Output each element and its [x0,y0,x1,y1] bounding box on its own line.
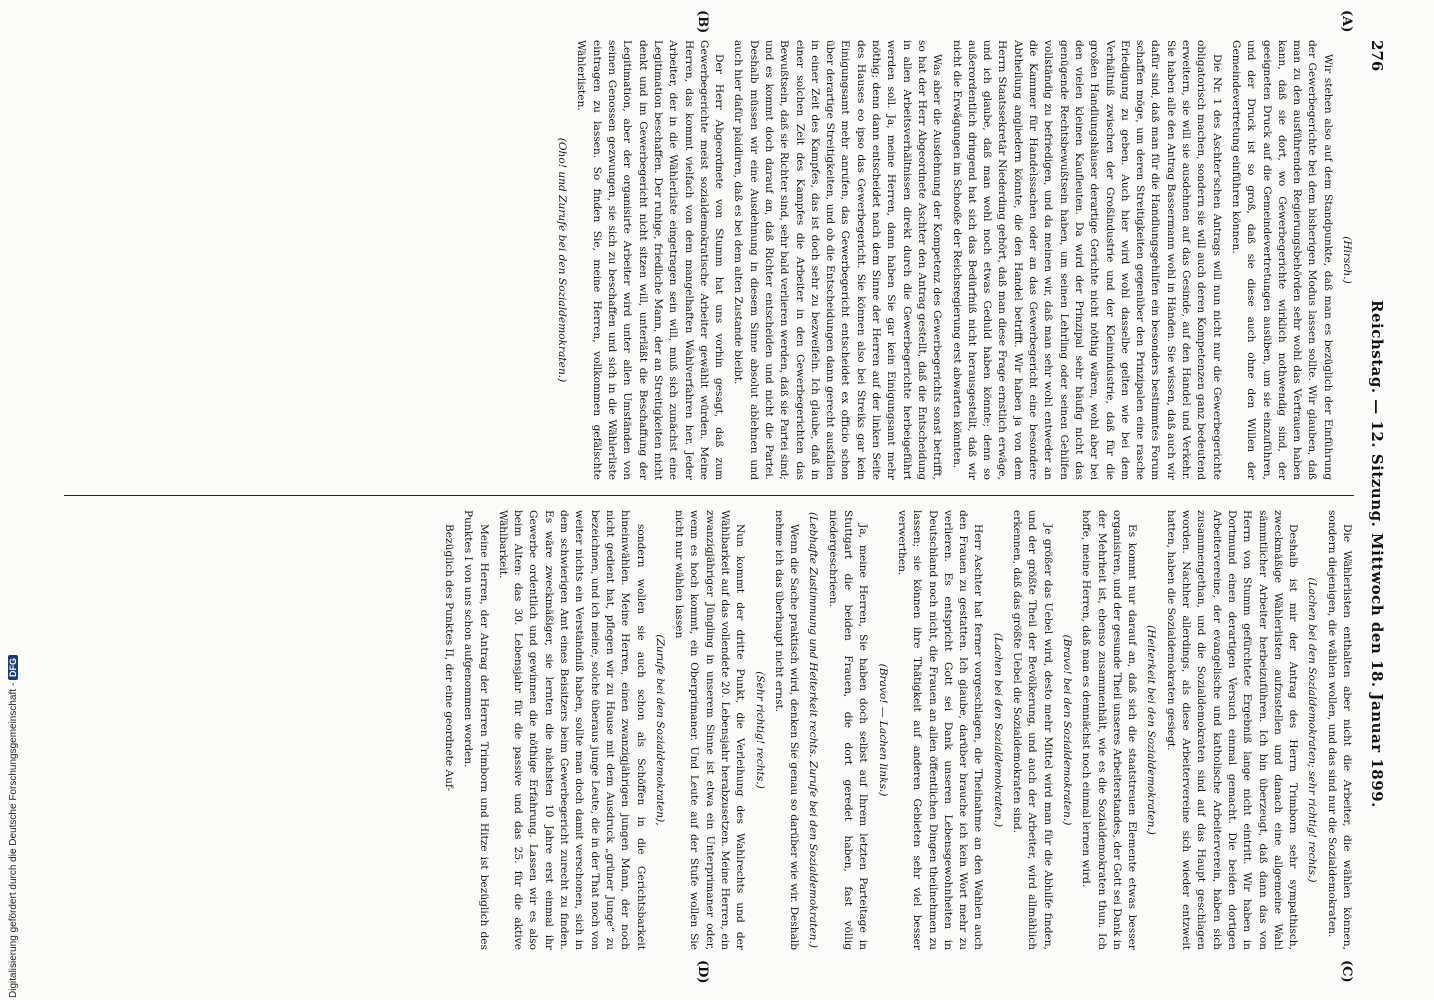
paragraph: Herr Aschter hat ferner vorgeschlagen, die Theilnahme an den Wahlen auch den Frauen zu gestatten. Ich glaube, darüber brauche ich kein Wort mehr zu verlieren. Es entspricht Gott sei Dank unseren Lebensgewohnheiten in Deutschland noch nicht, die Frauen an allen öffentlichen Dingen theilnehmen zu lassen; sie können ihre Thätigkeit auf anderen Gebieten sehr viel besser verwerthen. [895,510,985,950]
margin-marker-b: (B) [695,10,710,34]
interjection: (Oho! und Zurufe bei den Sozialdemokraten.) [556,137,569,383]
margin-marker-c: (C) [1339,960,1354,983]
interjection: (Heiterkeit bei den Sozialdemokraten.) [1145,625,1158,835]
rotated-page-content [40,10,1390,984]
paragraph: Wenn die Sache praktisch wird, denken Sie genau so darüber wie wir. Deshalb nehme ich das überhaupt nicht ernst. [772,510,801,950]
paragraph: Bezüglich des Punktes II, der eine geordnete Auf- [442,524,455,792]
interjection: (Zurufe bei den Sozialdemokraten), [653,634,666,826]
margin-marker-a: (A) [1339,10,1354,33]
interjection: (Lachen bei den Sozialdemokraten; sehr richtig! rechts.) [1306,577,1319,883]
dfg-logo: DFG [8,655,18,680]
interjection: (Lebhafte Zustimmung und Heiterkeit rechts. Zurufe bei den Sozialdemokraten.) [807,512,820,948]
paragraph: Wir stehen also auf dem Standpunkte, daß man es bezüglich der Einführung der Gewerbegerichte bei dem bisherigen Modus lassen sollte. Wir glauben, daß man zu den ausführenden Regierungsbehörden sehr wohl das Vertrauen haben kann, daß sie dort, wo Gewerbegerichte wirklich nothwendig sind, der geeigneten Druck auf die Gemeindevertretungen ausüben, um sie einzuführen, und der Druck ist so groß, daß sie diese auch ohne den Willen der Gemeindevertretung einführen können. [1229,40,1334,480]
paragraph: Deshalb ist mir der Antrag des Herrn Trimborn sehr sympathisch, zweckmäßige Wählerlisten aufzustellen und danach eine allgemeine Wahl sämmtlicher Arbeiter herbeizuführen. Ich bin überzeugt, daß dann das von Herrn von Stumm gefürchtete Ergebniß lange nicht eintritt. Wir haben in Dortmund einen derartigen Versuch einmal gemacht. Die beiden dortigen Arbeitervereine, der evangelische und katholische Arbeiterverein, haben sich zusammengethan, und die Sozialdemokraten sind auf das Haupt geschlagen worden. Nachher allerdings, als diese Arbeitervereine sich wieder entzweit hatten, haben die Sozialdemokraten gesiegt. [1164,510,1300,950]
running-title: Reichstag. — 12. Sitzung. Mittwoch den 18. Januar 1899. [1368,300,1386,808]
interjection: (Bravo! — Lachen links.) [876,663,889,797]
page-number: 276 [1368,40,1386,72]
paragraph: sondern wollen sie auch schon als Schöffen in die Gerichtsbarkeit hineinwählen. Meine Herren, einen zwanzigjährigen jungen Mann, der noch nicht gedient hat, pflegen wir zu Hause mit dem Ausdruck „grüner Junge“ zu bezeichnen, und ich meine, solche überaus junge Leute, die in der That noch von weiter nichts ein Verständniß haben, sollte man doch damit verschonen, sich in dem schwierigen Amt eines Beisitzers beim Gewerbegericht zurecht zu finden. Es wäre zweckmäßiger, sie lernten die nächsten 10 Jahre erst einmal ihr Gewerbe ordentlich und gewinnen die nöthige Erfahrung. Lassen wir es also beim Alten: das 30. Lebensjahr für die passive und das 25. für die aktive Wählbarkeit. [496,510,647,950]
paragraph: Die Nr. 1 des Aschter'schen Antrags will nun nicht nur die Gewerbegerichte obligatorisch machen, sondern sie will auch deren Kompetenzen ganz bedeutend erweitern, sie will sie ausdehnen auf das Gesinde, auf den Handel und Verkehr. Sie haben alle den Antrag Bassermann wohl in Händen. Sie wissen, daß auch wir dafür sind, daß man für die Handlungsgehilfen ein besonders bestimmtes Forum schaffen möge, um deren Streitigkeiten gegenüber den Prinzipalen eine rasche Erledigung zu geben. Auch hier wird wohl dasselbe gelten wie bei dem Verhältniß zwischen der Großindustrie und der Kleinindustrie, daß für die großen Handlungshäuser derartige Gerichte nicht nöthig wären, wohl aber bei den vielen kleinen Kaufleuten. Da wird der Prinzipal sehr häufig nicht das genügende Rechtsbewußtsein haben, um seinen Lehrling oder seinen Gehilfen vollständig zu befriedigen, und da meinen wir, daß man sehr wohl entweder an die Kammer für Handelssachen oder an das Gewerbegericht eine besondere Abtheilung angliedern könnte, die den Handel betrifft. Wir haben ja von dem Herrn Staatssekretär Niederding gehört, daß man diese Frage ernstlich erwäge, und ich glaube, daß man wohl noch etwas Geduld haben könnte; denn so außerordentlich dringend hat sich das Bedürfniß nicht herausgestellt, daß wir nicht die Erwägungen im Schooße der Reichsregierung erst abwarten könnten. [950,40,1223,480]
column-divider [64,495,1354,496]
credit-text: Digitalisierung gefördert durch die Deutsche Forschungsgemeinschaft - [8,682,19,998]
paragraph: Ja, meine Herren, Sie haben doch selbst auf Ihrem letzten Parteitage in Stuttgart die beiden Frauen, die dort geredet haben, fast völlig niedergeschrieen. [826,510,870,950]
paragraph: Es kommt nur darauf an, daß sich die staatstreuen Elemente etwas besser organisiren, und der gesunde Theil unseres Arbeiterstandes, der Gott sei Dank in der Mehrheit ist, ebenso zusammenhält, wie es die Sozialdemokraten thun. Ich hoffe, meine Herren, daß man es demnächst noch einmal lernen wird. [1080,510,1139,950]
left-column [64,40,1354,480]
interjection: (Lachen bei den Sozialdemokraten.) [991,632,1004,828]
paragraph: Was aber die Ausdehnung der Kompetenz des Gewerbegerichts sonst betrifft, so hat der Herr Abgeordnete Aschter den Antrag gestellt, daß die Entscheidung in allen Arbeitsverhältnissen direkt durch die Gewerbegerichte herbeigeführt werden soll. Ja, meine Herren, dann haben Sie gar kein Einigungsamt mehr nöthig; denn dann entscheidet nach dem Sinne der Herren auf der linken Seite des Hauses eo ipso das Gewerbegericht. Sie können also bei Streiks gar kein Einigungsamt mehr anrufen, das Gewerbegericht entscheidet ex officio schon über derartige Streitigkeiten, und ob die Entscheidungen dann gerecht ausfallen in einer Zeit des Kampfes, das ist doch sehr zu bezweifeln. Ich glaube, daß in einer solchen Zeit des Kampfes die Arbeiter in den Gewerbegerichten das Bewußtsein, daß sie Richter sind, sehr bald verlieren werden, daß sie Partei sind; und es kommt doch darauf an, daß Richter entscheiden und nicht die Partei. Deshalb müssen wir eine Ausdehnung in diesem Sinne absolut ablehnen und auch hier dafür plaidiren, daß es bei dem alten Zustande bleibt. [732,40,944,480]
paragraph: Meine Herren, der Antrag der Herren Trimborn und Hitze ist bezüglich des Punktes I von uns schon aufgenommen worden. [462,510,490,950]
paragraph: Nun kommt der dritte Punkt, die Verleihung des Wahlrechts und der Wählbarkeit auf das vollendete 20. Lebensjahr herabzusetzen. Meine Herren, ein zwanzigjähriger Jüngling in unserem Sinne ist etwa ein Unterprimaner oder, wenn es hoch kommt, ein Oberprimaner. Und Leute auf der Stufe wollen Sie nicht nur wählen lassen [673,510,747,950]
right-column [64,510,1354,950]
interjection: (Hirsch.) [1341,236,1353,284]
interjection: (Sehr richtig! rechts.) [753,671,766,789]
margin-marker-d: (D) [695,960,710,984]
interjection: (Bravo! bei den Sozialdemokraten.) [1060,634,1073,826]
paragraph: Die Wählerlisten enthalten aber nicht die Arbeiter, die wählen können, sondern diejenigen, die wählen wollen, und das sind nur die Sozialdemokraten. [1325,510,1353,950]
paragraph: Je größer das Uebel wird, desto mehr Mittel wird man für die Abhilfe finden, und der größte Theil der Bevölkerung, und auch der Arbeiter, wird allmählich erkennen, daß das größte Uebel die Sozialdemokraten sind. [1011,510,1054,950]
paragraph: Der Herr Abgeordnete von Stumm hat uns vorhin gesagt, daß zum Gewerbegerichte meist sozialdemokratische Arbeiter gewählt würden. Meine Herren, das kommt vielfach von dem mangelhaften Wahlverfahren her. Jeder Arbeiter, der in die Wählerliste eingetragen sein will, muß sich zunächst eine Legitimation beschaffen. Der ruhige, friedliche Mann, der an Streitigkeiten nicht denkt und im Gewerbegericht nicht sitzen will, unterläßt die Beschaffung der Legitimation, aber der organisirte Arbeiter wird unter allen Umständen von seinen Genossen gezwungen, sie sich zu beschaffen und sich in die Wählerliste eintragen zu lassen. So finden Sie, meine Herren, vollkommen gefälschte Wählerlisten. [575,40,726,480]
digitization-credit [8,651,19,998]
running-head [1360,40,1390,960]
